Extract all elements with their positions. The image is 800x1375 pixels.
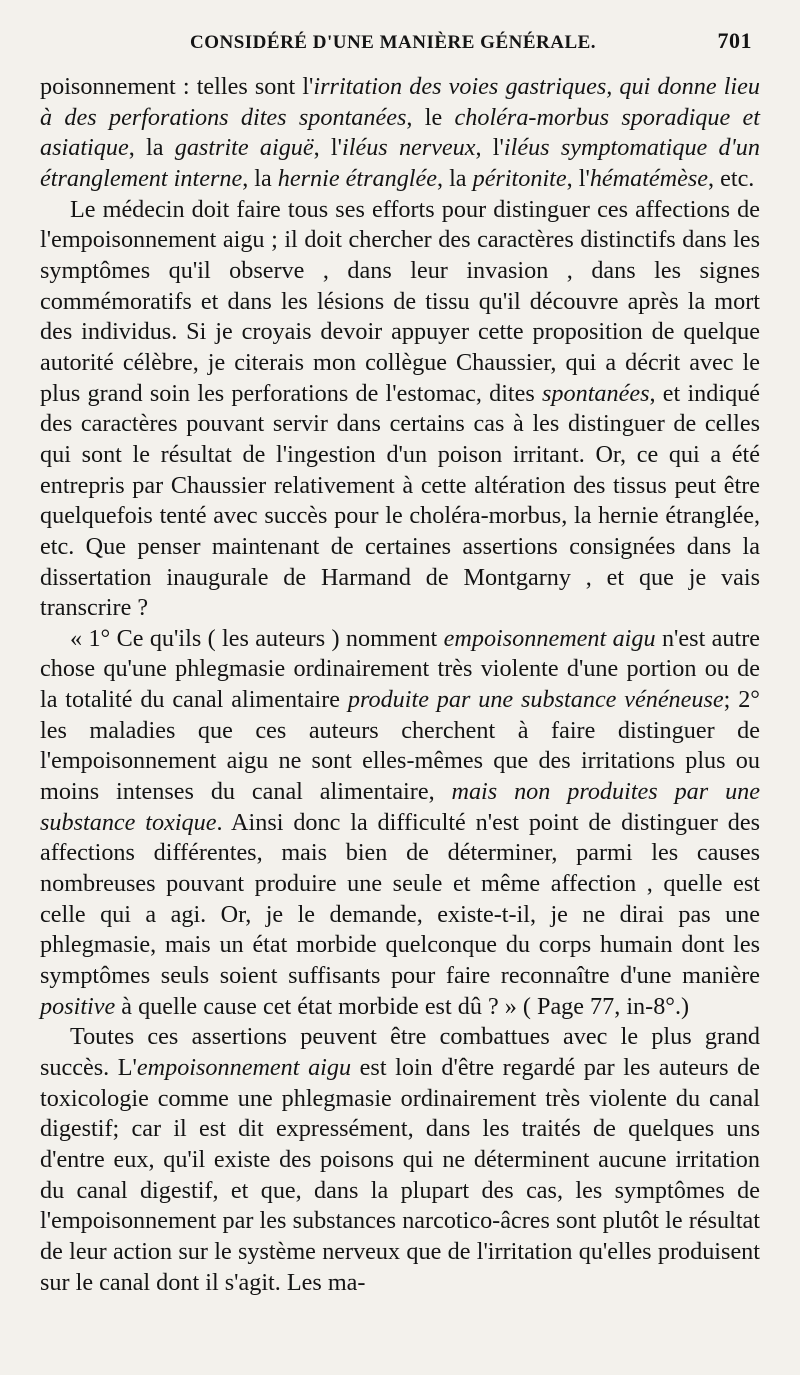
italic-text-run: produite par une substance vénéneuse (347, 686, 724, 714)
italic-text-run: hernie étranglée (277, 164, 437, 192)
paragraph (40, 72, 760, 195)
running-head-title: CONSIDÉRÉ D'UNE MANIÈRE GÉNÉRALE. (190, 32, 597, 53)
text-run: ; 2° les maladies que ces auteurs cherchent à faire distinguer de l'empoisonnement aigu ne sont elles-mêmes que des irritations plus ou moins intenses du canal alimentaire, (40, 686, 760, 806)
text-run: . Ainsi donc la difficulté n'est point de distinguer des affections différentes, mais bien de déterminer, parmi les causes nombreuses pouvant produire une seule et même affection , quelle est celle qui a agi. Or, je le demande, existe-t-il, je ne dirai pas une phlegmasie, mais un état morbide quelconque du corps humain dont les symptômes seuls soient suffisants pour faire reconnaître d'une manière (40, 808, 760, 990)
running-head (40, 28, 760, 68)
body-text (40, 72, 760, 1298)
text-run: est loin d'être regardé par les auteurs de toxicologie comme une phlegmasie ordinairement très violente du canal digestif; car il est dit expressément, dans les traités de quelques uns d'entre eux, qu'il existe des poisons qui ne déterminent aucune irritation du canal digestif, et que, dans la plupart des cas, les symptômes de l'empoisonnement par les substances narcotico-âcres sont plutôt le résultat de leur action sur le système nerveux que de l'irritation qu'elles produisent sur le canal dont il s'agit. Les ma- (40, 1054, 761, 1296)
italic-text-run: hématémèse (589, 164, 709, 192)
italic-text-run: iléus nerveux (342, 134, 476, 162)
italic-text-run: positive (40, 992, 116, 1020)
paragraph (40, 1022, 760, 1298)
italic-text-run: péritonite (472, 164, 567, 192)
italic-text-run: choléra-morbus sporadique et asiatique (40, 103, 760, 162)
text-run: , l' (566, 164, 590, 192)
text-run: Toutes ces assertions peuvent être combattues avec le plus grand succès. L' (40, 1023, 760, 1081)
paragraph (40, 195, 760, 624)
italic-text-run: spontanées (542, 379, 650, 407)
italic-text-run: mais non produites par une substance toxique (40, 778, 760, 836)
text-run: « 1° Ce qu'ils ( les auteurs ) nomment (70, 624, 444, 652)
page-number: 701 (717, 28, 752, 53)
text-run: , l' (313, 134, 343, 162)
text-run: , l' (475, 134, 504, 162)
text-run: , le (406, 103, 455, 131)
text-run: poisonnement : telles sont l' (40, 73, 314, 100)
text-run: Le médecin doit faire tous ses efforts pour distinguer ces affections de l'empoisonnement aigu ; il doit chercher des caractères distinctifs dans les symptômes qu'il observe , dans leur invasion , dans les signes commémoratifs et dans les lésions de tissu qu'il découvre après la mort des individus. Si je croyais devoir appuyer cette proposition de quelque autorité célèbre, je citerais mon collègue Chaussier, qui a décrit avec le plus grand soin les perforations de l'estomac, dites (40, 195, 760, 407)
text-run: , la (242, 164, 278, 192)
italic-text-run: empoisonnement aigu (443, 624, 656, 652)
italic-text-run: iléus symptomatique d'un étranglement interne (40, 134, 760, 192)
text-run: , la (436, 164, 473, 192)
italic-text-run: empoisonnement aigu (136, 1054, 352, 1081)
text-run: , et indiqué des caractères pouvant servir dans certains cas à les distinguer de celles qui sont le résultat de l'ingestion d'un poison irritant. Or, ce qui a été entrepris par Chaussier relativement à cette altération des tissus peut être quelquefois tenté avec succès pour le choléra-morbus, la hernie étranglée, etc. Que penser maintenant de certaines assertions consignées dans la dissertation inaugurale de Harmand de Montgarny , et que je vais transcrire ? (40, 379, 760, 622)
italic-text-run: gastrite aiguë (174, 134, 314, 162)
text-run: n'est autre chose qu'une phlegmasie ordinairement très violente d'une portion ou de la totalité du canal alimentaire (40, 624, 760, 714)
text-run: , la (128, 134, 175, 162)
text-run: à quelle cause cet état morbide est dû ? » ( Page 77, in-8°.) (115, 992, 690, 1020)
paragraph (40, 624, 760, 1023)
text-run: , etc. (708, 164, 755, 192)
italic-text-run: irritation des voies gastriques, qui donne lieu à des perforations dites spontanées (40, 73, 760, 131)
